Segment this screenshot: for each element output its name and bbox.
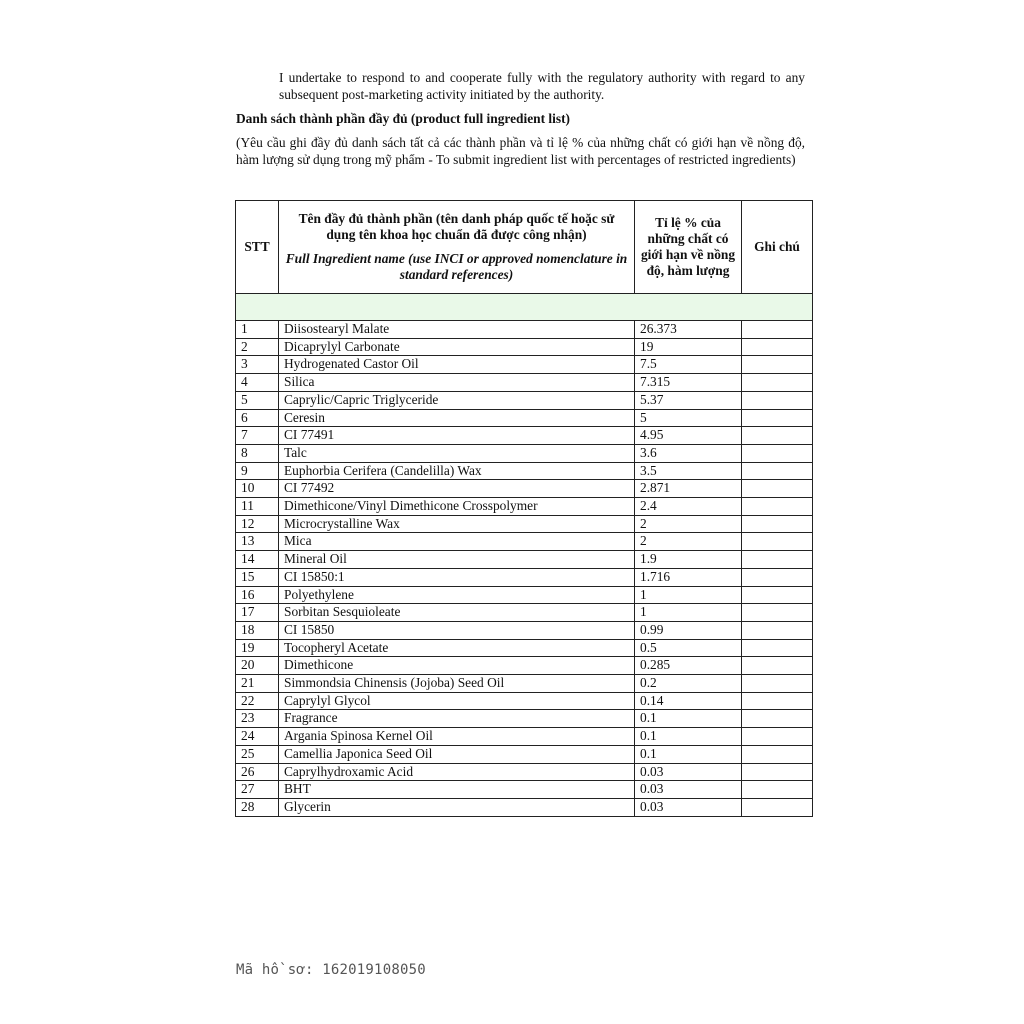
table-row xyxy=(236,391,813,409)
table-row xyxy=(236,798,813,816)
row-percent: 0.5 xyxy=(635,639,742,657)
row-ingredient-name: Diisostearyl Malate xyxy=(279,321,635,339)
row-note xyxy=(742,586,813,604)
row-ingredient-name: Mineral Oil xyxy=(279,551,635,569)
row-percent: 0.1 xyxy=(635,710,742,728)
row-stt: 28 xyxy=(236,798,279,816)
row-stt: 11 xyxy=(236,498,279,516)
row-stt: 24 xyxy=(236,728,279,746)
table-row xyxy=(236,692,813,710)
row-note xyxy=(742,710,813,728)
row-ingredient-name: Dicaprylyl Carbonate xyxy=(279,338,635,356)
row-note xyxy=(742,728,813,746)
row-stt: 17 xyxy=(236,604,279,622)
row-stt: 21 xyxy=(236,675,279,693)
row-note xyxy=(742,374,813,392)
row-percent: 4.95 xyxy=(635,427,742,445)
row-ingredient-name: Polyethylene xyxy=(279,586,635,604)
row-note xyxy=(742,675,813,693)
row-stt: 25 xyxy=(236,745,279,763)
row-note xyxy=(742,763,813,781)
row-stt: 26 xyxy=(236,763,279,781)
row-note xyxy=(742,321,813,339)
table-row xyxy=(236,338,813,356)
row-note xyxy=(742,515,813,533)
row-ingredient-name: Fragrance xyxy=(279,710,635,728)
table-row xyxy=(236,745,813,763)
row-note xyxy=(742,409,813,427)
row-ingredient-name: Caprylyl Glycol xyxy=(279,692,635,710)
row-percent: 19 xyxy=(635,338,742,356)
row-stt: 22 xyxy=(236,692,279,710)
row-percent: 0.14 xyxy=(635,692,742,710)
row-percent: 1 xyxy=(635,604,742,622)
row-percent: 2 xyxy=(635,533,742,551)
row-stt: 13 xyxy=(236,533,279,551)
row-ingredient-name: Simmondsia Chinensis (Jojoba) Seed Oil xyxy=(279,675,635,693)
row-percent: 3.6 xyxy=(635,444,742,462)
row-ingredient-name: Argania Spinosa Kernel Oil xyxy=(279,728,635,746)
table-row xyxy=(236,621,813,639)
table-row xyxy=(236,498,813,516)
row-percent: 1.9 xyxy=(635,551,742,569)
row-ingredient-name: Glycerin xyxy=(279,798,635,816)
table-row xyxy=(236,533,813,551)
row-note xyxy=(742,568,813,586)
row-note xyxy=(742,444,813,462)
row-percent: 7.315 xyxy=(635,374,742,392)
row-note xyxy=(742,498,813,516)
row-stt: 4 xyxy=(236,374,279,392)
table-spacer-row xyxy=(236,294,813,321)
row-percent: 0.99 xyxy=(635,621,742,639)
header-stt: STT xyxy=(236,201,279,294)
row-stt: 2 xyxy=(236,338,279,356)
table-row xyxy=(236,374,813,392)
header-percent: Tỉ lệ % của những chất có giới hạn về nồng độ, hàm lượng xyxy=(635,201,742,294)
row-ingredient-name: Dimethicone/Vinyl Dimethicone Crosspolymer xyxy=(279,498,635,516)
row-note xyxy=(742,745,813,763)
row-percent: 1 xyxy=(635,586,742,604)
row-note xyxy=(742,604,813,622)
row-note xyxy=(742,781,813,799)
table-row xyxy=(236,639,813,657)
row-stt: 19 xyxy=(236,639,279,657)
row-percent: 2.871 xyxy=(635,480,742,498)
row-note xyxy=(742,639,813,657)
row-percent: 0.1 xyxy=(635,745,742,763)
row-ingredient-name: Caprylic/Capric Triglyceride xyxy=(279,391,635,409)
table-row xyxy=(236,444,813,462)
row-percent: 5 xyxy=(635,409,742,427)
row-stt: 16 xyxy=(236,586,279,604)
row-percent: 0.03 xyxy=(635,763,742,781)
row-ingredient-name: Mica xyxy=(279,533,635,551)
row-ingredient-name: CI 15850:1 xyxy=(279,568,635,586)
row-stt: 3 xyxy=(236,356,279,374)
row-ingredient-name: Talc xyxy=(279,444,635,462)
row-ingredient-name: Microcrystalline Wax xyxy=(279,515,635,533)
row-note xyxy=(742,533,813,551)
row-percent: 0.285 xyxy=(635,657,742,675)
row-stt: 18 xyxy=(236,621,279,639)
header-name-vi: Tên đầy đủ thành phần (tên danh pháp quốc tế hoặc sử dụng tên khoa học chuẩn đã được công nhận) xyxy=(298,211,615,242)
table-row xyxy=(236,409,813,427)
row-percent: 0.2 xyxy=(635,675,742,693)
row-stt: 12 xyxy=(236,515,279,533)
row-ingredient-name: CI 15850 xyxy=(279,621,635,639)
row-stt: 27 xyxy=(236,781,279,799)
table-row xyxy=(236,657,813,675)
row-ingredient-name: Euphorbia Cerifera (Candelilla) Wax xyxy=(279,462,635,480)
section-note: (Yêu cầu ghi đầy đủ danh sách tất cả các thành phần và tỉ lệ % của những chất có giới hạn về nồng độ, hàm lượng sử dụng trong mỹ phẩm - To submit ingredient list with percentages of restricted ingredients) xyxy=(236,135,805,167)
row-stt: 10 xyxy=(236,480,279,498)
row-percent: 26.373 xyxy=(635,321,742,339)
row-percent: 2 xyxy=(635,515,742,533)
row-note xyxy=(742,427,813,445)
row-ingredient-name: Silica xyxy=(279,374,635,392)
table-row xyxy=(236,781,813,799)
row-ingredient-name: Ceresin xyxy=(279,409,635,427)
row-note xyxy=(742,657,813,675)
table-row xyxy=(236,480,813,498)
row-ingredient-name: Hydrogenated Castor Oil xyxy=(279,356,635,374)
row-percent: 1.716 xyxy=(635,568,742,586)
row-stt: 7 xyxy=(236,427,279,445)
document-code: Mã hồ sơ: 162019108050 xyxy=(236,962,426,978)
row-note xyxy=(742,391,813,409)
row-percent: 2.4 xyxy=(635,498,742,516)
row-stt: 9 xyxy=(236,462,279,480)
row-stt: 15 xyxy=(236,568,279,586)
table-row xyxy=(236,427,813,445)
row-stt: 6 xyxy=(236,409,279,427)
row-percent: 7.5 xyxy=(635,356,742,374)
row-stt: 14 xyxy=(236,551,279,569)
row-note xyxy=(742,462,813,480)
table-row xyxy=(236,551,813,569)
row-percent: 3.5 xyxy=(635,462,742,480)
row-stt: 1 xyxy=(236,321,279,339)
table-row xyxy=(236,728,813,746)
table-row xyxy=(236,321,813,339)
row-note xyxy=(742,621,813,639)
row-note xyxy=(742,692,813,710)
header-name-en: Full Ingredient name (use INCI or approved nomenclature in standard references) xyxy=(285,251,628,282)
row-percent: 0.03 xyxy=(635,781,742,799)
table-row xyxy=(236,604,813,622)
table-row xyxy=(236,515,813,533)
table-row xyxy=(236,568,813,586)
row-ingredient-name: CI 77492 xyxy=(279,480,635,498)
row-note xyxy=(742,798,813,816)
ingredient-table xyxy=(235,200,813,817)
spacer-cell xyxy=(236,294,813,321)
row-percent: 0.1 xyxy=(635,728,742,746)
row-stt: 20 xyxy=(236,657,279,675)
table-row xyxy=(236,356,813,374)
row-ingredient-name: Sorbitan Sesquioleate xyxy=(279,604,635,622)
row-stt: 23 xyxy=(236,710,279,728)
row-note xyxy=(742,551,813,569)
row-stt: 8 xyxy=(236,444,279,462)
header-note: Ghi chú xyxy=(742,201,813,294)
row-percent: 0.03 xyxy=(635,798,742,816)
undertaking-paragraph: I undertake to respond to and cooperate fully with the regulatory authority with regard to any subsequent post-marketing activity initiated by the authority. xyxy=(279,70,805,102)
row-note xyxy=(742,356,813,374)
row-percent: 5.37 xyxy=(635,391,742,409)
row-ingredient-name: BHT xyxy=(279,781,635,799)
row-note xyxy=(742,480,813,498)
table-row xyxy=(236,586,813,604)
row-ingredient-name: Caprylhydroxamic Acid xyxy=(279,763,635,781)
header-ingredient-name xyxy=(279,201,635,294)
section-title: Danh sách thành phần đầy đủ (product full ingredient list) xyxy=(236,111,570,126)
row-ingredient-name: Camellia Japonica Seed Oil xyxy=(279,745,635,763)
table-row xyxy=(236,763,813,781)
row-ingredient-name: CI 77491 xyxy=(279,427,635,445)
row-note xyxy=(742,338,813,356)
table-row xyxy=(236,675,813,693)
row-ingredient-name: Dimethicone xyxy=(279,657,635,675)
row-ingredient-name: Tocopheryl Acetate xyxy=(279,639,635,657)
table-row xyxy=(236,710,813,728)
table-row xyxy=(236,462,813,480)
row-stt: 5 xyxy=(236,391,279,409)
table-header-row xyxy=(236,201,813,294)
